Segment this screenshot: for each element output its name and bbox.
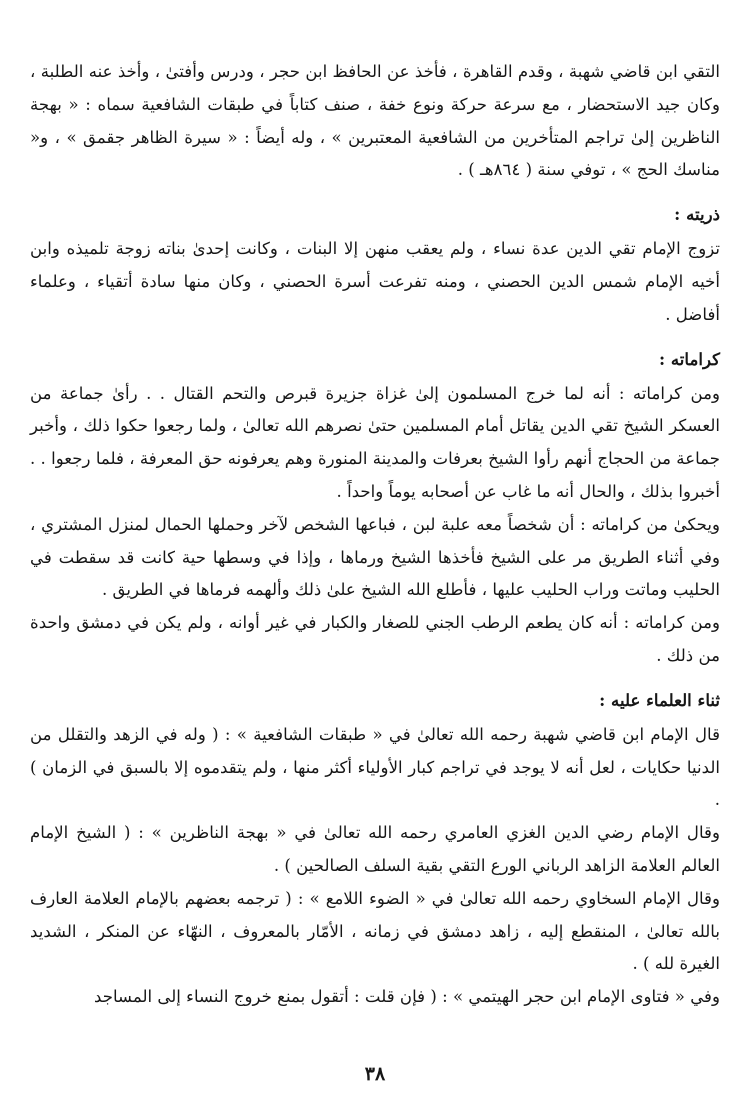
paragraph-praise-ghazzi: وقال الإمام رضي الدين الغزي العامري رحمه الله تعالىٰ في « بهجة الناظرين » : ( الشيخ الإمام العالم العلامة الزاهد الرباني الورع التقي بقية السلف الصالحين ) . [30,823,720,875]
paragraph-miracle-milk: ويحكىٰ من كراماته : أن شخصاً معه علبة لبن ، فباعها الشخص لآخر وحملها الحمال لمنزل المشتري ، وفي أثناء الطريق مر على الشيخ فأخذها الشيخ ورماها ، وإذا في وسطها حية كانت قد سقطت في الحليب وماتت وراب الحليب عليها ، فأطلع الله الشيخ علىٰ ذلك وألهمه فرماها في الطريق . [30,514,720,600]
paragraph-praise-ibn-qadi-shuhba: قال الإمام ابن قاضي شهبة رحمه الله تعالىٰ في « طبقات الشافعية » : ( وله في الزهد والتقلل من الدنيا حكايات ، لعل أنه لا يوجد في تراجم كبار الأولياء أكثر منها ، ولم يتقدموه إلا بالسبق في الزمان ) . [30,724,720,810]
spacer [30,187,720,193]
paragraph-praise-sakhawi: وقال الإمام السخاوي رحمه الله تعالىٰ في « الضوء اللامع » : ( ترجمه بعضهم بالإمام العلامة العارف بالله تعالىٰ ، المنقطع إليه ، زاهد دمشق في زمانه ، الأمّار بالمعروف ، النهّاء عن المنكر ، الشديد الغيرة لله ) . [30,888,720,974]
section-heading-offspring: ذريته : [674,204,720,225]
book-page [30,56,720,1014]
section-heading-miracles: كراماته : [658,348,720,369]
spacer [30,332,720,338]
page-number: ٣٨ [364,1063,386,1085]
section-heading-praise: ثناء العلماء عليه : [599,689,720,710]
paragraph-offspring: تزوج الإمام تقي الدين عدة نساء ، ولم يعقب منهن إلا البنات ، وكانت إحدىٰ بناته زوجة تلميذه وابن أخيه الإمام شمس الدين الحصني ، ومنه تفرعت أسرة الحصني ، وكان منها سادة أتقياء ، وعلماء أفاضل . [30,239,720,324]
paragraph-biography-continuation: التقي ابن قاضي شهبة ، وقدم القاهرة ، فأخذ عن الحافظ ابن حجر ، ودرس وأفتىٰ ، وأخذ عنه الطلبة ، وكان جيد الاستحضار ، مع سرعة حركة ونوع خفة ، صنف كتاباً في طبقات الشافعية سماه : « بهجة الناظرين إلىٰ تراجم المتأخرين من الشافعية المعتبرين » ، وله أيضاً : « سيرة الظاهر جقمق » ، و« مناسك الحج » ، توفي سنة ( ٨٦٤هـ ) . [30,62,720,180]
paragraph-fatawa-haytami: وفي « فتاوى الإمام ابن حجر الهيتمي » : ( فإن قلت : أتقول بمنع خروج النساء إلى المساجد [94,987,720,1007]
paragraph-miracle-cyprus: ومن كراماته : أنه لما خرج المسلمون إلىٰ غزاة جزيرة قبرص والتحم القتال . . رأىٰ جماعة من العسكر الشيخ تقي الدين يقاتل أمام المسلمين حتىٰ نصرهم الله تعالىٰ ، ولما رجعوا حكوا ذلك ، وأخبر جماعة من الحجاج أنهم رأوا الشيخ بعرفات والمدينة المنورة وهم يعرفونه حق المعرفة ، فلما رجعوا . . أخبروا بذلك ، والحال أنه ما غاب عن أصحابه يوماً واحداً . [30,383,720,501]
paragraph-miracle-dates: ومن كراماته : أنه كان يطعم الرطب الجني للصغار والكبار في غير أوانه ، ولم يكن في دمشق واحدة من ذلك . [30,613,720,665]
spacer [30,673,720,679]
